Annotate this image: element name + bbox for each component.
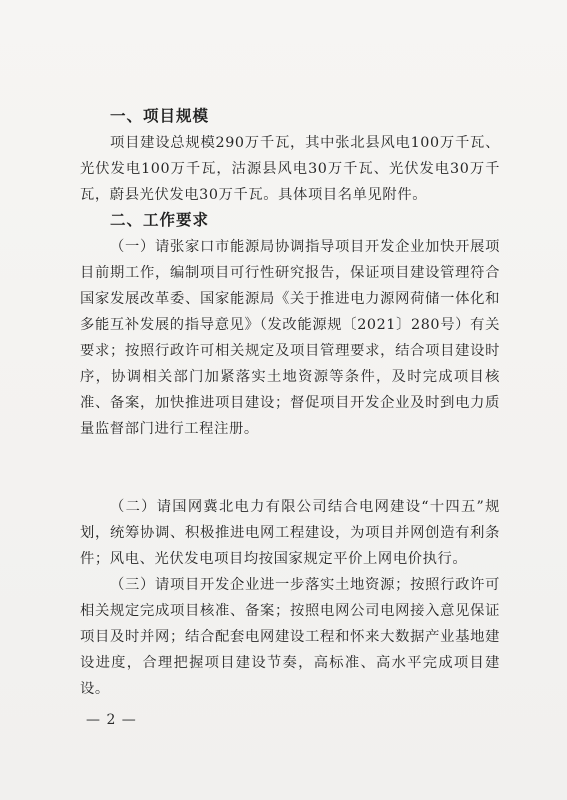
paragraph-scale: 项目建设总规模290万千瓦，其中张北县风电100万千瓦、光伏发电100万千瓦，沽源县风电30万千瓦、光伏发电30万千瓦，蔚县光伏发电30万千瓦。具体项目名单见附件。 (80, 135, 500, 203)
paragraph-requirement-2: （二）请国网冀北电力有限公司结合电网建设“十四五”规划，统筹协调、积极推进电网工程建设，为项目并网创造有利条件；风电、光伏发电项目均按国家规定平价上网电价执行。 (80, 499, 500, 567)
page-number: — 2 — (86, 712, 137, 728)
section-heading-scale: 一、项目规模 (110, 107, 210, 125)
paragraph-requirement-1: （一）请张家口市能源局协调指导项目开发企业加快开展项目前期工作，编制项目可行性研究报告，保证项目建设管理符合国家发展改革委、国家能源局《关于推进电力源网荷储一体化和多能互补发展的指导意见》（发改能源规〔2021〕280号）有关要求；按照行政许可相关规定及项目管理要求，结合项目建设时序，协调相关部门加紧落实土地资源等条件，及时完成项目核准、备案，加快推进项目建设；督促项目开发企业及时到电力质量监督部门进行工程注册。 (80, 239, 500, 437)
paragraph-requirement-3: （三）请项目开发企业进一步落实土地资源；按照行政许可相关规定完成项目核准、备案；按照电网公司电网接入意见保证项目及时并网；结合配套电网建设工程和怀来大数据产业基地建设进度，合理把握项目建设节奏，高标准、高水平完成项目建设。 (80, 577, 500, 697)
section-heading-requirements: 二、工作要求 (110, 211, 210, 229)
